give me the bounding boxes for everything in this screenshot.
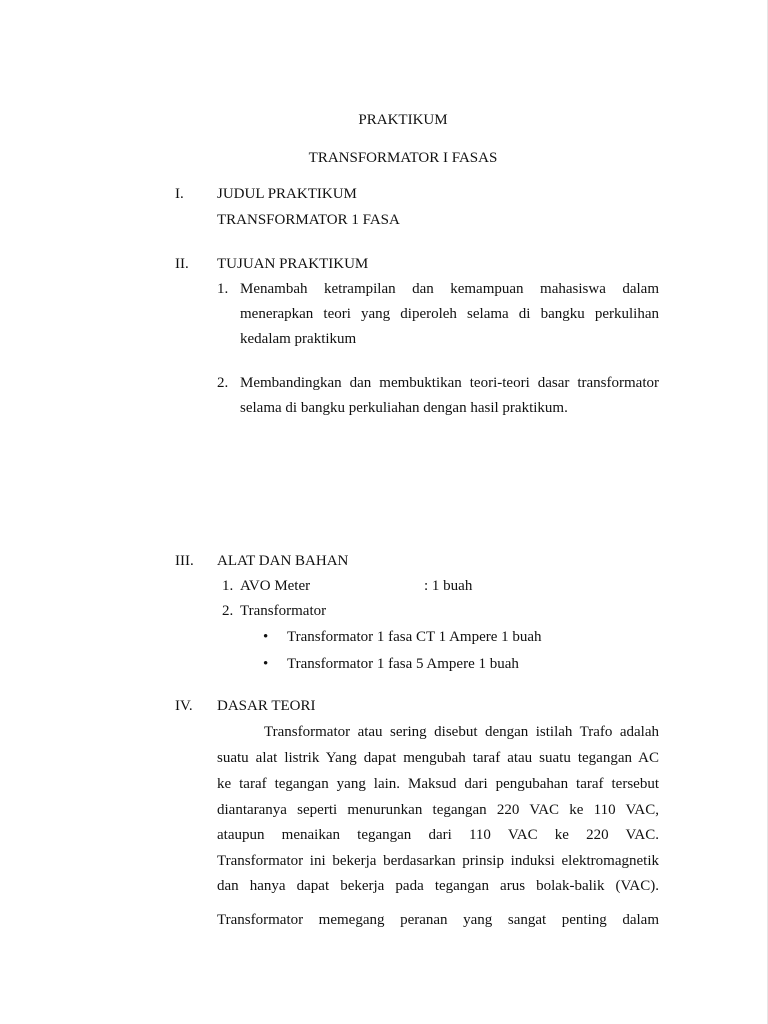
- equipment-1-quantity: : 1 buah: [424, 578, 473, 594]
- section-1-heading: JUDUL PRAKTIKUM: [217, 186, 357, 202]
- document-subtitle: TRANSFORMATOR I FASAS: [308, 150, 498, 166]
- bullet-icon: •: [263, 629, 269, 645]
- section-2-heading: TUJUAN PRAKTIKUM: [217, 256, 369, 272]
- theory-line-7: dan hanya dapat bekerja pada tegangan arus bolak-balik (VAC).: [217, 878, 659, 894]
- objective-2-line-1: Membandingkan dan membuktikan teori-teori dasar transformator: [240, 375, 659, 391]
- equipment-1-label: AVO Meter: [240, 578, 311, 594]
- section-4-heading: DASAR TEORI: [217, 698, 316, 714]
- equipment-2-number: 2.: [222, 603, 234, 619]
- theory-line-2: suatu alat listrik Yang dapat mengubah taraf atau suatu tegangan AC: [217, 750, 659, 766]
- equipment-1-number: 1.: [222, 578, 234, 594]
- theory-line-5: ataupun menaikan tegangan dari 110 VAC ke 220 VAC.: [217, 827, 659, 843]
- bullet-icon: •: [263, 656, 269, 672]
- objective-1-line-2: menerapkan teori yang diperoleh selama di bangku perkulihan: [240, 306, 659, 322]
- section-3-heading: ALAT DAN BAHAN: [217, 553, 349, 569]
- theory-line-4: diantaranya seperti menurunkan tegangan 220 VAC ke 110 VAC,: [217, 802, 659, 818]
- theory-line-6: Transformator ini bekerja berdasarkan prinsip induksi elektromagnetik: [217, 853, 659, 869]
- equipment-bullet-2: Transformator 1 fasa 5 Ampere 1 buah: [287, 656, 519, 672]
- objective-2-number: 2.: [217, 375, 229, 391]
- objective-1-line-1: Menambah ketrampilan dan kemampuan mahasiswa dalam: [240, 281, 659, 297]
- document-title: PRAKTIKUM: [358, 112, 448, 128]
- section-1-body: TRANSFORMATOR 1 FASA: [217, 212, 400, 228]
- objective-1-number: 1.: [217, 281, 229, 297]
- equipment-2-label: Transformator: [240, 603, 327, 619]
- objective-2-line-2: selama di bangku perkuliahan dengan hasil praktikum.: [240, 400, 568, 416]
- section-4-number: IV.: [175, 698, 193, 714]
- section-1-number: I.: [175, 186, 184, 202]
- equipment-bullet-1: Transformator 1 fasa CT 1 Ampere 1 buah: [287, 629, 542, 645]
- section-2-number: II.: [175, 256, 189, 272]
- theory-line-3: ke taraf tegangan yang lain. Maksud dari pengubahan taraf tersebut: [217, 776, 659, 792]
- section-3-number: III.: [175, 553, 194, 569]
- theory-para-2-line-1: Transformator memegang peranan yang sangat penting dalam: [217, 912, 659, 928]
- theory-line-1: Transformator atau sering disebut dengan istilah Trafo adalah: [264, 724, 659, 740]
- objective-1-line-3: kedalam praktikum: [240, 331, 357, 347]
